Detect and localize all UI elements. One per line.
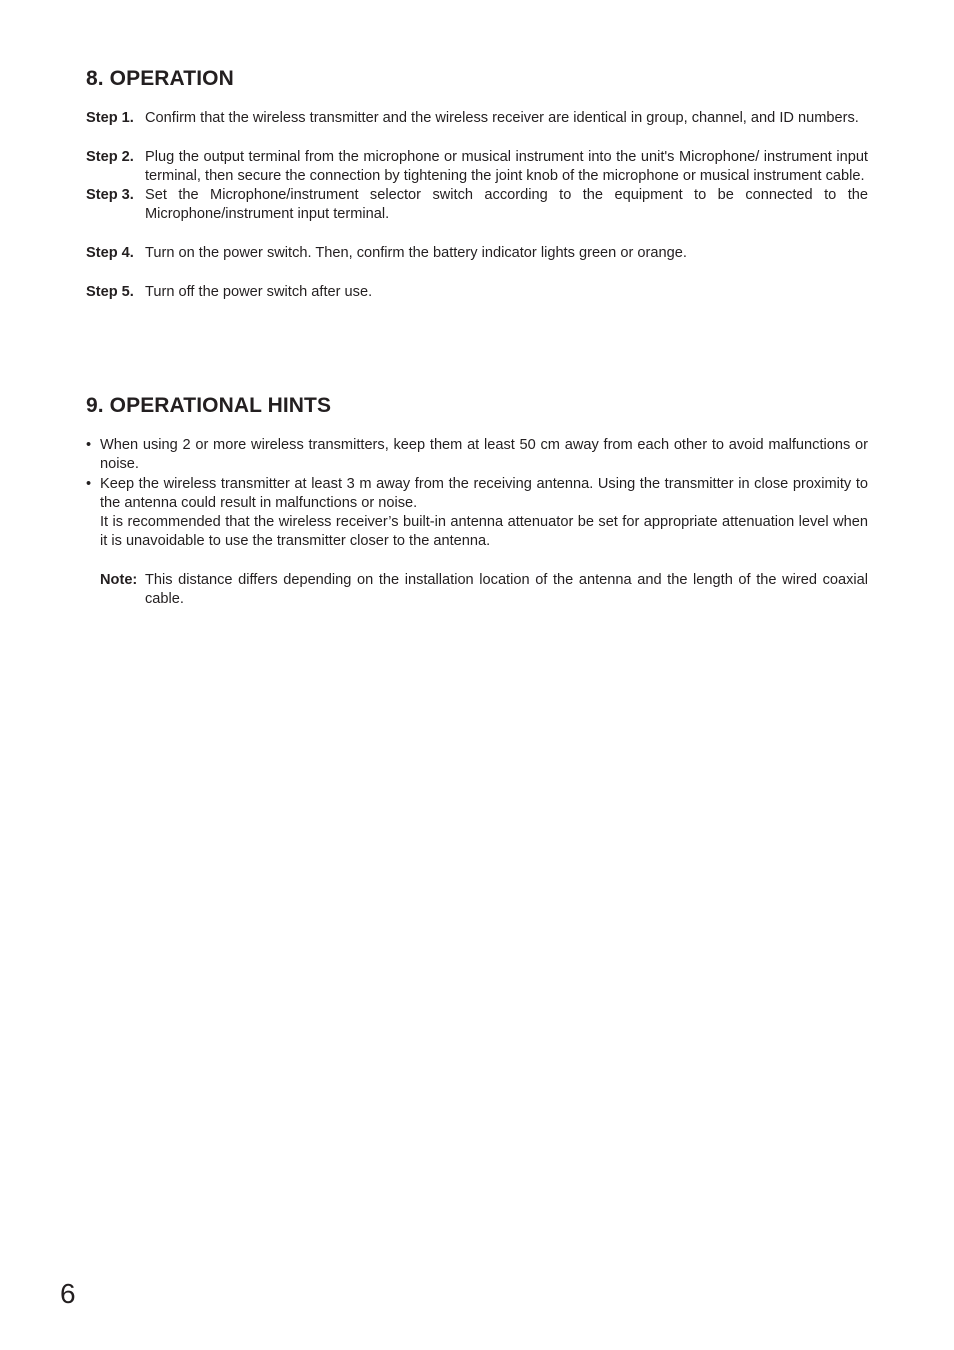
step-label: Step 5. bbox=[86, 283, 134, 300]
step-label: Step 3. bbox=[86, 187, 134, 204]
step-text: Set the Microphone/instrument selector switch according to the equipment to be connected to the Microphone/instrument input terminal. bbox=[145, 187, 868, 223]
step-label: Step 2. bbox=[86, 148, 134, 165]
section-title-operation: 8. OPERATION bbox=[86, 67, 234, 90]
operation-steps bbox=[86, 109, 868, 302]
hint-extra-text: It is recommended that the wireless receiver’s built-in antenna attenuator be set for appropriate attenuation level when it is unavoidable to use the transmitter closer to the antenna. bbox=[100, 514, 868, 550]
page-number: 6 bbox=[60, 1278, 76, 1309]
step-4 bbox=[86, 244, 868, 263]
bullet-icon: • bbox=[86, 475, 92, 492]
operational-hints bbox=[86, 436, 868, 610]
bullet-icon: • bbox=[86, 437, 92, 453]
step-text: Confirm that the wireless transmitter and the wireless receiver are identical in group, channel, and ID numbers. bbox=[145, 110, 859, 126]
step-5 bbox=[86, 283, 868, 302]
hint-text: When using 2 or more wireless transmitters, keep them at least 50 cm away from each other to avoid malfunctions or noise. bbox=[100, 437, 868, 473]
step-2 bbox=[86, 148, 868, 187]
note-label: Note: bbox=[100, 572, 138, 589]
step-1 bbox=[86, 109, 868, 128]
hint-text: Keep the wireless transmitter at least 3 m away from the receiving antenna. Using the transmitter in close proximity to the antenna could result in malfunctions or noise. bbox=[100, 475, 868, 511]
step-text: Plug the output terminal from the microphone or musical instrument into the unit's Microphone/ instrument input terminal, then secure the connection by tightening the joint knob of the microphone or musical instrument cable. bbox=[145, 148, 868, 184]
step-text: Turn on the power switch. Then, confirm the battery indicator lights green or orange. bbox=[145, 245, 687, 262]
note bbox=[100, 571, 868, 610]
section-title-operational-hints: 9. OPERATIONAL HINTS bbox=[86, 394, 332, 417]
hint-item bbox=[86, 436, 868, 475]
step-text: Turn off the power switch after use. bbox=[145, 283, 373, 300]
hint-item bbox=[86, 475, 868, 552]
step-3 bbox=[86, 186, 868, 225]
step-label: Step 1. bbox=[86, 110, 134, 126]
note-text: This distance differs depending on the installation location of the antenna and the length of the wired coaxial cable. bbox=[145, 572, 868, 608]
step-label: Step 4. bbox=[86, 245, 134, 262]
